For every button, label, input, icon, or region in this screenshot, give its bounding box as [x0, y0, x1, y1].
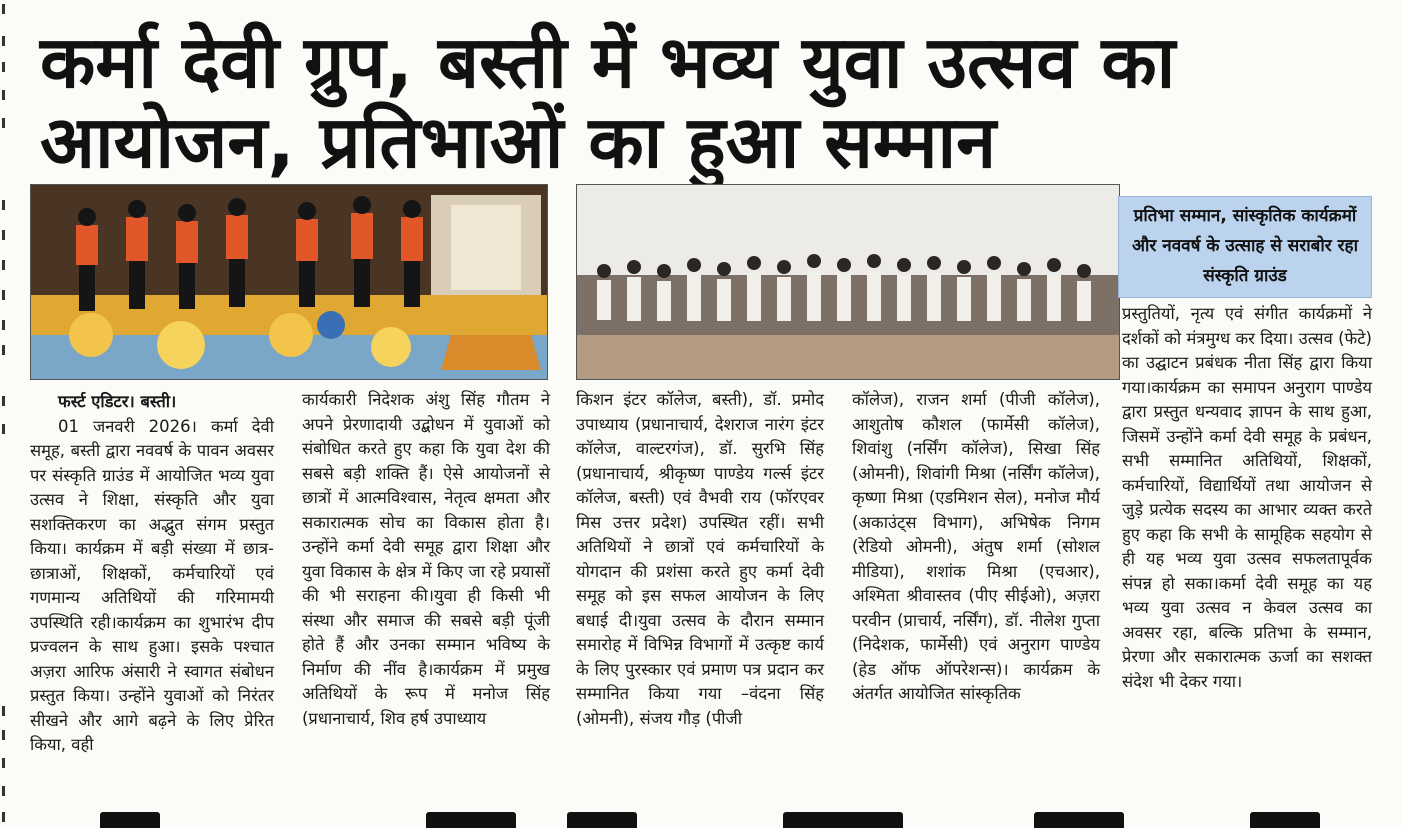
next-headline-fragment: [40, 812, 1360, 828]
article-text-3: किशन इंटर कॉलेज, बस्ती), डॉ. प्रमोद उपाध्याय (प्रधानाचार्य, देशराज नारंग इंटर कॉलेज, वाल्टरगंज), डॉ. सुरभि सिंह (प्रधानाचार्य, श्रीकृष्ण पाण्डेय गर्ल्स इंटर कॉलेज, बस्ती) एवं वैभवी राय (फॉरएवर मिस उत्तर प्रदेश) उपस्थित रहीं। सभी अतिथियों ने छात्रों एवं कर्मचारियों के योगदान की प्रशंसा करते हुए कर्मा देवी समूह को इस सफल आयोजन के लिए बधाई दी।युवा उत्सव के दौरान सम्मान समारोह में विभिन्न विभागों में उत्कृष्ट कार्य के लिए पुरस्कार एवं प्रमाण पत्र प्रदान कर सम्मानित किया गया –वंदना सिंह (ओमनी), संजय गौड़ (पीजी: [576, 390, 824, 728]
highlight-text: प्रतिभा सम्मान, सांस्कृतिक कार्यक्रमों और नववर्ष के उत्साह से सराबोर रहा संस्कृति ग्राउंड: [1132, 206, 1358, 286]
dance-performance-illustration: [31, 185, 547, 379]
article-column-5: [1122, 302, 1372, 694]
article-text-2: कार्यकारी निदेशक अंशु सिंह गौतम ने अपने प्रेरणादायी उद्बोधन में युवाओं को संबोधित करते हुए कहा कि युवा देश की सबसे बड़ी शक्ति हैं। ऐसे आयोजनों से छात्रों में आत्मविश्वास, नेतृत्व क्षमता और सकारात्मक सोच का विकास होता है। उन्होंने कर्मा देवी समूह द्वारा शिक्षा और युवा विकास के क्षेत्र में किए जा रहे प्रयासों की भी सराहना की।युवा ही किसी भी संस्था और समाज की सबसे बड़ी पूंजी होते हैं और उनका सम्मान भविष्य के निर्माण की नींव है।कार्यक्रम में प्रमुख अतिथियों के रूप में मनोज सिंह (प्रधानाचार्य, शिव हर्ष उपाध्याय: [302, 390, 550, 728]
article-column-3: [576, 388, 824, 731]
highlight-box: [1118, 196, 1372, 298]
page-edge-marks: [0, 0, 14, 828]
article-column-1: [30, 390, 274, 758]
article-text-5: प्रस्तुतियों, नृत्य एवं संगीत कार्यक्रमों ने दर्शकों को मंत्रमुग्ध कर दिया। उत्सव (फेटे) का उद्घाटन प्रबंधक नीता सिंह द्वारा किया गया।कार्यक्रम का समापन अनुराग पाण्डेय द्वारा प्रस्तुत धन्यवाद ज्ञापन के साथ हुआ, जिसमें उन्होंने कर्मा देवी समूह के प्रबंधन, सभी सम्मानित अतिथियों, शिक्षकों, कर्मचारियों, विद्यार्थियों तथा आयोजन से जुड़े प्रत्येक सदस्य का आभार व्यक्त करते हुए कहा कि सभी के सामूहिक सहयोग से ही यह भव्य युवा उत्सव सफलतापूर्वक संपन्न हो सका।कर्मा देवी समूह का यह भव्य युवा उत्सव न केवल उत्सव का अवसर रहा, बल्कि प्रतिभा के सम्मान, प्रेरणा और सकारात्मक ऊर्जा का सशक्त संदेश भी देकर गया।: [1122, 304, 1372, 691]
byline: फर्स्ट एडिटर। बस्ती।: [58, 392, 177, 411]
group-photo: [576, 184, 1120, 380]
dance-performance-photo: [30, 184, 548, 380]
article-column-2: [302, 388, 550, 731]
article-text-4: कॉलेज), राजन शर्मा (पीजी कॉलेज), आशुतोष कौशल (फार्मेसी कॉलेज), शिवांशु (नर्सिंग कॉलेज), सिखा सिंह (ओमनी), शिवांगी मिश्रा (नर्सिंग कॉलेज), कृष्णा मिश्रा (एडमिशन सेल), मनोज मौर्य (अकाउंट्स विभाग), अभिषेक निगम (रेडियो ओमनी), अंतुष शर्मा (सोशल मीडिया), शशांक मिश्रा (एचआर), अश्मिता श्रीवास्तव (पीए सीईओ), अज़रा परवीन (प्राचार्य, नर्सिंग), डॉ. नीलेश गुप्ता (निदेशक, फार्मेसी) एवं अनुराग पाण्डेय (हेड ऑफ ऑपरेशन्स)। कार्यक्रम के अंतर्गत आयोजित सांस्कृतिक: [852, 390, 1100, 703]
headline: कर्मा देवी ग्रुप, बस्ती में भव्य युवा उत्सव का आयोजन, प्रतिभाओं का हुआ सम्मान: [40, 20, 1176, 184]
article-text-1: 01 जनवरी 2026। कर्मा देवी समूह, बस्ती द्वारा नववर्ष के पावन अवसर पर संस्कृति ग्राउंड में आयोजित भव्य युवा उत्सव ने शिक्षा, संस्कृति और युवा सशक्तिकरण का अद्भुत संगम प्रस्तुत किया। कार्यक्रम में बड़ी संख्या में छात्र-छात्राओं, शिक्षकों, कर्मचारियों एवं गणमान्य अतिथियों की गरिमामयी उपस्थिति रही।कार्यक्रम का शुभारंभ दीप प्रज्वलन के साथ हुआ। इसके पश्चात अज़रा आरिफ अंसारी ने स्वागत संबोधन प्रस्तुत किया। उन्होंने युवाओं को निरंतर सीखने और आगे बढ़ने के लिए प्रेरित किया, वही: [30, 416, 274, 754]
article-column-4: [852, 388, 1100, 707]
group-photo-illustration: [577, 185, 1119, 379]
